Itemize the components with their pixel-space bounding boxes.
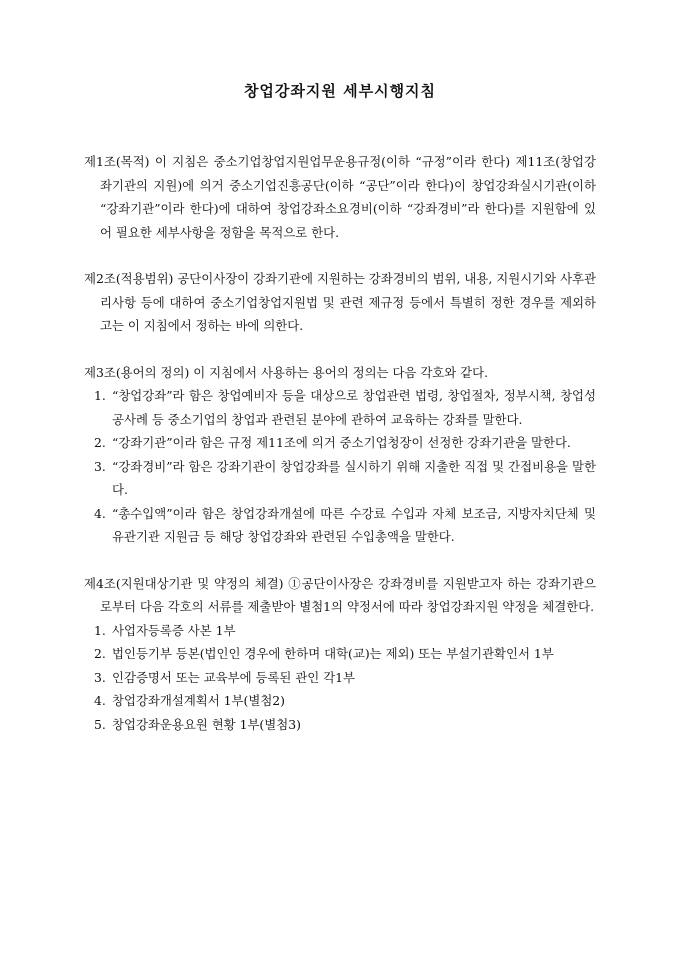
item-text: 인감증명서 또는 교육부에 등록된 관인 각1부 <box>112 669 356 685</box>
list-item <box>84 619 596 643</box>
item-text: 창업강좌운용요원 현황 1부(별첨3) <box>112 716 301 732</box>
item-text: “강좌경비”라 함은 강좌기관이 창업강좌를 실시하기 위해 지출한 직접 및 간접비용을 말한다. <box>112 458 596 497</box>
list-item <box>84 689 596 713</box>
item-text: “창업강좌”라 함은 창업예비자 등을 대상으로 창업관련 법령, 창업절차, 정부시책, 창업성공사례 등 중소기업의 창업과 관련된 분야에 관하여 교육하는 강좌를 말한다. <box>112 388 596 427</box>
list-item <box>84 713 596 737</box>
item-number: 4. <box>94 693 106 708</box>
item-number: 2. <box>94 435 106 450</box>
item-number: 2. <box>94 646 106 661</box>
item-text: “강좌기관”이라 함은 규정 제11조에 의거 중소기업청장이 선정한 강좌기관을 말한다. <box>112 435 571 450</box>
item-number: 1. <box>94 622 106 638</box>
list-item <box>84 666 596 690</box>
article-4-items <box>84 619 596 737</box>
item-number: 4. <box>94 505 106 521</box>
article-2: 제2조(적용범위) 공단이사장이 강좌기관에 지원하는 강좌경비의 범위, 내용, 지원시기와 사후관리사항 등에 대하여 중소기업창업지원법 및 관련 제규정 등에서 특별히 정한 경우를 제외하고는 이 지침에서 정하는 바에 의한다. <box>84 271 596 333</box>
item-number: 3. <box>94 458 106 474</box>
article-3-items <box>84 384 596 549</box>
item-number: 3. <box>94 669 106 685</box>
item-text: “총수입액”이라 함은 창업강좌개설에 따른 수강료 수입과 자체 보조금, 지방자치단체 및 유관기관 지원금 등 해당 창업강좌와 관련된 수입총액을 말한다. <box>112 505 596 544</box>
article-1: 제1조(목적) 이 지침은 중소기업창업지원업무운용규정(이하 “규정”이라 한다) 제11조(창업강좌기관의 지원)에 의거 중소기업진흥공단(이하 “공단”이라 한다)이 창업강좌실시기관(이하 “강좌기관”이라 한다)에 대하여 창업강좌소요경비(이하 “강좌경비”라 한다)를 지원함에 있어 필요한 세부사항을 정함을 목적으로 한다. <box>84 154 596 240</box>
list-item <box>84 384 596 431</box>
list-item <box>84 502 596 549</box>
item-text: 사업자등록증 사본 1부 <box>112 622 236 638</box>
article-4: 제4조(지원대상기관 및 약정의 체결) ①공단이사장은 강좌경비를 지원받고자 하는 강좌기관으로부터 다음 각호의 서류를 제출받아 별첨1의 약정서에 따라 창업강좌지원 약정을 체결한다. <box>84 575 596 614</box>
item-number: 5. <box>94 716 106 732</box>
list-item <box>84 642 596 666</box>
item-text: 법인등기부 등본(법인인 경우에 한하며 대학(교)는 제외) 또는 부설기관확인서 1부 <box>112 646 554 661</box>
item-number: 1. <box>94 388 106 403</box>
list-item <box>84 431 596 455</box>
item-text: 창업강좌개설계획서 1부(별첨2) <box>112 693 286 708</box>
document-title: 창업강좌지원 세부시행지침 <box>243 82 437 100</box>
document-body <box>84 150 596 736</box>
list-item <box>84 455 596 502</box>
article-3: 제3조(용어의 정의) 이 지침에서 사용하는 용어의 정의는 다음 각호와 같다. <box>84 364 489 380</box>
